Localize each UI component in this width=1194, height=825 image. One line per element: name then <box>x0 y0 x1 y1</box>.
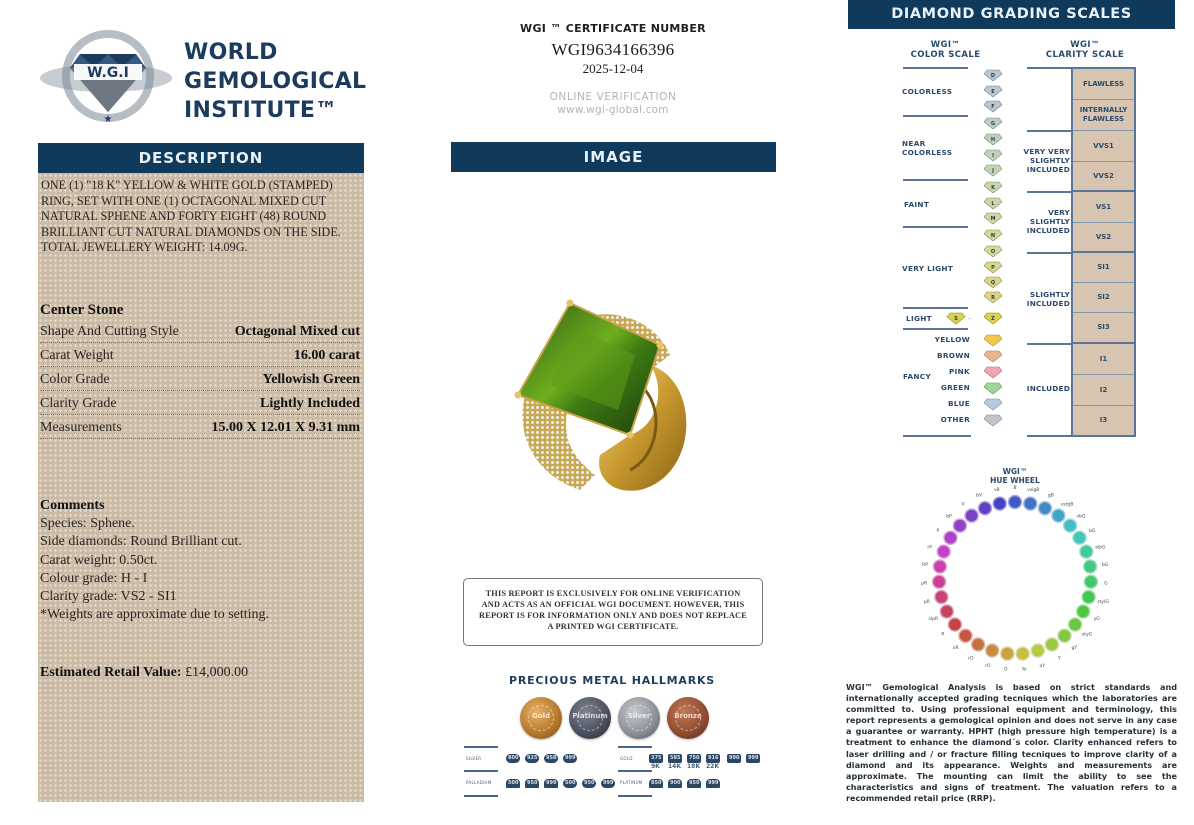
comment-line: Carat weight: 0.50ct. <box>40 552 158 568</box>
silver-label: SILVER <box>466 756 482 761</box>
comment-line: Species: Sphene. <box>40 516 135 532</box>
hallmark-badge: 750 <box>689 755 700 761</box>
clarity-group-vs: VERY SLIGHTLY INCLUDED <box>1026 208 1070 235</box>
svg-text:bG: bG <box>1089 528 1096 534</box>
svg-text:stylG: stylG <box>1097 599 1109 605</box>
svg-text:E: E <box>991 89 995 95</box>
clarity-cell: I2 <box>1073 375 1134 406</box>
hallmark-badge: 999 <box>708 780 719 786</box>
svg-text:yG: yG <box>1093 617 1100 623</box>
spec-row-clarity: Clarity Grade Lightly Included <box>40 391 360 415</box>
description-header: DESCRIPTION <box>38 143 364 173</box>
hue-wheel-title: WGI™ HUE WHEEL <box>990 467 1040 485</box>
diamond-p-icon <box>984 262 1002 273</box>
platinum-medal-icon: Platinum <box>569 697 611 739</box>
svg-text:slpR: slpR <box>928 617 939 623</box>
svg-text:gB: gB <box>1047 493 1054 499</box>
verification-url[interactable]: www.wgi-global.com <box>557 104 669 116</box>
svg-text:H: H <box>990 137 996 143</box>
spec-row-shape: Shape And Cutting Style Octagonal Mixed cut <box>40 319 360 343</box>
hallmark-badge: 850 <box>651 780 662 786</box>
svg-text:J: J <box>992 168 994 174</box>
svg-text:Q: Q <box>990 280 996 286</box>
hallmark-badge: 900 <box>670 780 681 786</box>
diamond-o-icon <box>984 246 1002 257</box>
diamond-s-icon <box>947 313 965 324</box>
hallmark-badge: 916 <box>708 755 719 761</box>
hallmark-badge: 375 <box>651 755 662 761</box>
diamond-n-icon <box>984 230 1002 241</box>
hallmark-badge: 950 <box>527 780 538 786</box>
diamond-j-icon <box>984 165 1002 176</box>
center-stone-section <box>40 301 360 439</box>
spec-row-carat: Carat Weight 16.00 carat <box>40 343 360 367</box>
svg-text:vB: vB <box>993 487 1000 493</box>
diamond-f-icon <box>984 101 1002 112</box>
hallmark-table: SILVER PALLADIUM 800 925 958 999 500 950 999 500 950 999 GOLD PLATINUM 375 585 750 916 990 999 9K 14K 18K 22K 850 900 950 999 <box>464 744 764 800</box>
wgi-emblem-icon <box>36 26 178 126</box>
svg-text:gY: gY <box>1071 646 1078 651</box>
online-verification-notice: THIS REPORT IS EXCLUSIVELY FOR ONLINE VERIFICATION AND ACTS AS AN OFFICIAL WGI DOCUMENT. HOWEVER, THIS REPORT IS FOR INFORMATION ONLY AND DOES NOT REPLACE A PRINTED WGI CERTIFICATE. <box>463 578 763 646</box>
color-group-very-light: VERY LIGHT <box>902 264 954 273</box>
hallmark-badge: 950 <box>689 780 700 786</box>
diamond-h-icon <box>984 134 1002 145</box>
diamond-l-icon <box>984 198 1002 209</box>
diamond-g-icon <box>984 118 1002 129</box>
svg-text:bV: bV <box>976 493 983 499</box>
svg-text:oY: oY <box>1039 663 1045 669</box>
svg-text:O: O <box>990 249 996 255</box>
svg-text:R: R <box>991 295 995 301</box>
svg-text:N: N <box>990 233 996 239</box>
svg-text:rO: rO <box>968 656 974 662</box>
clarity-cell: VS2 <box>1073 223 1134 253</box>
svg-text:V: V <box>961 502 965 508</box>
ring-photo <box>500 285 700 495</box>
certificate-date: 2025-12-04 <box>582 61 644 76</box>
hallmark-badge: 500 <box>508 780 519 786</box>
gold-label: GOLD <box>620 756 633 761</box>
hallmark-badge: 585 <box>670 755 681 761</box>
svg-text:S: S <box>954 316 958 322</box>
fancy-green-diamond-icon <box>984 383 1002 394</box>
diamond-k-icon <box>984 182 1002 193</box>
svg-text:bP: bP <box>946 514 952 520</box>
hallmark-badge: 950 <box>584 780 595 786</box>
diamond-d-icon <box>984 70 1002 81</box>
hallmark-badge: 999 <box>565 755 576 761</box>
hallmarks-title: PRECIOUS METAL HALLMARKS <box>508 674 716 687</box>
clarity-cell: I1 <box>1073 344 1134 375</box>
color-group-faint: FAINT <box>904 200 930 209</box>
clarity-cell: FLAWLESS <box>1073 69 1134 100</box>
center-stone-title: Center Stone <box>40 302 124 318</box>
svg-text:R: R <box>941 632 945 638</box>
retail-amount: £14,000.00 <box>185 665 249 680</box>
spec-row-measurements: Measurements 15.00 X 12.01 X 9.31 mm <box>40 415 360 439</box>
clarity-cell: VVS1 <box>1073 131 1134 162</box>
gemological-disclaimer: WGI™ Gemological Analysis is based on strict standards and internationally accepted grading tecniques which the laboratories are committed to. Using professional equipment and terminology, this report represents a gemological opinion and does not serve in any case a guarantee or warranty. HPHT (high pressure high temperature) is a treatment to enhance the diamond´s color. Clarity enhanced refers to laser drilling and / or fracture filling tecniques to improve clarity of a diamond and its appearance. Weights and measurements are approximate. The mounting can limit the ability to see the characteristics and signs of treatment. The valuation refers to a recommended retail price (RRP). <box>846 682 1177 803</box>
certificate-header <box>450 22 776 116</box>
diamond-m-icon <box>984 213 1002 224</box>
svg-text:vstgB: vstgB <box>1060 502 1074 508</box>
svg-text:P: P <box>991 265 995 271</box>
hallmark-badge: 999 <box>546 780 557 786</box>
fancy-yellow-diamond-icon <box>984 335 1002 346</box>
certificate-number: WGI9634166396 <box>551 40 675 59</box>
svg-text:I: I <box>992 153 994 159</box>
certificate-label: WGI ™ CERTIFICATE NUMBER <box>520 22 706 35</box>
diamond-e-icon <box>984 86 1002 97</box>
svg-text:K: K <box>991 185 995 191</box>
clarity-cell: SI3 <box>1073 313 1134 344</box>
svg-text:L: L <box>991 201 995 207</box>
svg-text:★: ★ <box>103 114 113 125</box>
hallmark-badge: 800 <box>508 755 519 761</box>
clarity-cell: INTERNALLY FLAWLESS <box>1073 100 1134 131</box>
svg-text:P: P <box>936 528 940 534</box>
wgi-logo <box>34 24 374 128</box>
svg-text:F: F <box>991 104 995 110</box>
svg-text:stbG: stbG <box>1095 545 1106 551</box>
svg-text:RP: RP <box>922 563 928 569</box>
color-group-light: LIGHT <box>906 314 932 323</box>
hallmark-medals <box>520 697 709 739</box>
clarity-group-included: INCLUDED <box>1026 384 1070 393</box>
svg-text:styG: styG <box>1081 632 1093 638</box>
svg-text:W.G.I: W.G.I <box>87 65 129 81</box>
diamond-i-icon <box>984 150 1002 161</box>
palladium-label: PALLADIUM <box>466 780 492 785</box>
svg-text:G: G <box>1104 581 1108 587</box>
clarity-cell: SI2 <box>1073 283 1134 313</box>
svg-text:B: B <box>1013 486 1017 491</box>
image-header: IMAGE <box>451 142 776 172</box>
comment-line: *Weights are approximate due to setting. <box>40 607 270 623</box>
hallmark-badge: 999 <box>748 755 759 761</box>
svg-text:vslgB: vslgB <box>1027 487 1040 493</box>
color-scale-title: WGI™ COLOR SCALE <box>910 40 981 60</box>
clarity-cell: VS1 <box>1073 192 1134 223</box>
clarity-scale-title: WGI™ CLARITY SCALE <box>1045 40 1125 60</box>
hallmark-badge: 999 <box>603 780 614 786</box>
clarity-cell: I3 <box>1099 416 1108 424</box>
svg-text:Z: Z <box>991 316 995 322</box>
silver-medal-icon: Silver <box>618 697 660 739</box>
svg-text:oR: oR <box>952 646 959 651</box>
retail-value <box>40 665 248 681</box>
svg-text:rO: rO <box>985 663 991 669</box>
bronze-medal-icon: Bronze <box>667 697 709 739</box>
clarity-scale-column <box>1071 67 1136 437</box>
fancy-brown-diamond-icon <box>984 351 1002 362</box>
hallmark-badge: 958 <box>546 755 557 761</box>
color-group-colorless: COLORLESS <box>902 87 953 96</box>
platinum-label: PLATINUM <box>620 780 643 785</box>
institute-name: WORLD GEMOLOGICAL INSTITUTE™ <box>184 40 367 123</box>
svg-text:G: G <box>990 121 996 127</box>
color-group-fancy: FANCY <box>903 372 932 381</box>
svg-text:bG: bG <box>1101 563 1109 569</box>
fancy-other-diamond-icon <box>984 415 1002 426</box>
svg-text:O: O <box>1004 667 1008 673</box>
diamond-r-icon <box>984 292 1002 303</box>
fancy-pink-diamond-icon <box>984 367 1002 378</box>
clarity-group-si: SLIGHTLY INCLUDED <box>1026 290 1070 308</box>
clarity-cell: SI1 <box>1073 253 1134 283</box>
clarity-cell: VVS2 <box>1073 162 1134 192</box>
color-group-near-colorless: NEAR COLORLESS <box>902 139 953 157</box>
svg-text:Yo: Yo <box>1021 667 1027 673</box>
svg-text:pR: pR <box>923 599 930 605</box>
svg-text:Y: Y <box>1057 656 1061 662</box>
comments-section <box>40 497 360 624</box>
hallmark-badge: 925 <box>527 755 538 761</box>
spec-row-color: Color Grade Yellowish Green <box>40 367 360 391</box>
comment-line: Clarity grade: VS2 - SI1 <box>40 589 177 605</box>
fancy-blue-diamond-icon <box>984 399 1002 410</box>
gold-medal-icon: Gold <box>520 697 562 739</box>
comment-line: Side diamonds: Round Brilliant cut. <box>40 534 242 550</box>
comments-title: Comments <box>40 498 105 513</box>
svg-text:rP: rP <box>927 545 932 551</box>
comment-line: Colour grade: H - I <box>40 570 148 586</box>
svg-text:pR: pR <box>921 581 928 587</box>
grading-scales-header: DIAMOND GRADING SCALES <box>848 0 1175 29</box>
svg-text:vbG: vbG <box>1076 514 1086 520</box>
diamond-q-icon <box>984 277 1002 288</box>
hallmark-badge: 500 <box>565 780 576 786</box>
svg-text:D: D <box>990 73 996 79</box>
hue-wheel-chart <box>912 478 1118 673</box>
item-description: ONE (1) "18 K" YELLOW & WHITE GOLD (STAMPED) RING, SET WITH ONE (1) OCTAGONAL MIXED CUT NATURAL SPHENE AND FORTY EIGHT (48) ROUND BRILLIANT CUT NATURAL DIAMONDS ON THE SIDE. TOTAL JEWELLERY WEIGHT: 14.09G. <box>41 178 341 255</box>
online-verification-label: ONLINE VERIFICATION <box>549 91 677 103</box>
hallmark-badge: 990 <box>729 755 740 761</box>
description-panel <box>38 143 364 802</box>
svg-text:M: M <box>990 216 996 222</box>
clarity-group-vvs: VERY VERY SLIGHTLY INCLUDED <box>1023 147 1070 174</box>
retail-label: Estimated Retail Value: <box>40 665 182 680</box>
diamond-z-icon <box>984 313 1002 324</box>
